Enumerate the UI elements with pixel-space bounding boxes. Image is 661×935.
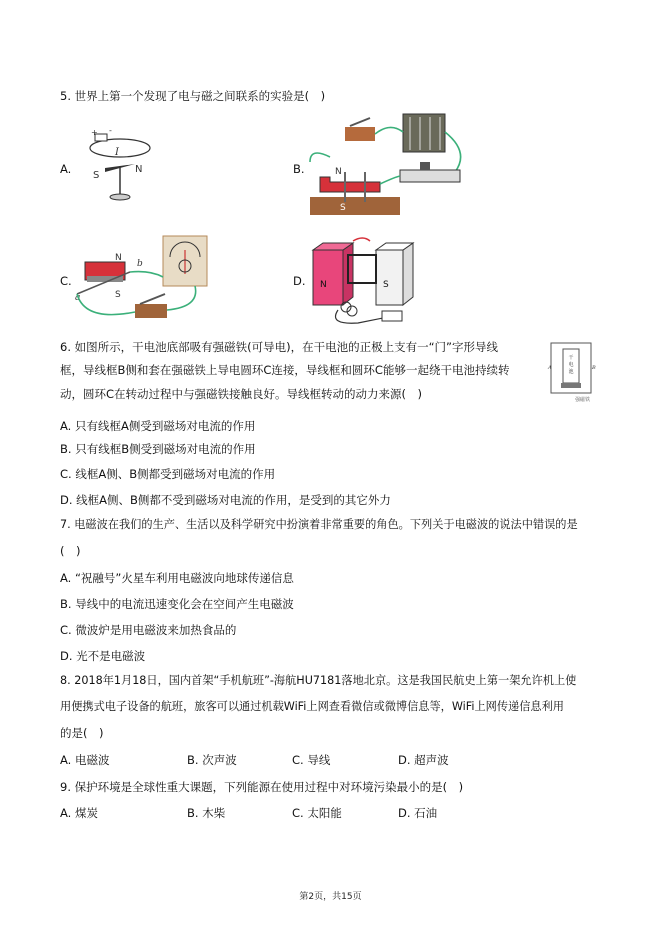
magnet-label: 强磁铁 (575, 397, 591, 403)
q5-option-c-label: C. (60, 274, 72, 288)
d-magnet-south (376, 250, 403, 305)
q9-options-row (60, 805, 620, 821)
rheostat (400, 170, 460, 182)
page-footer: 第2页，共15页 (299, 892, 362, 902)
q7-option-b: B. 导线中的电流迅速变化会在空间产生电磁波 (60, 597, 294, 611)
q8-option-c: C. 导线 (292, 753, 331, 767)
q6-option-a: A. 只有线框A侧受到磁场对电流的作用 (60, 419, 256, 433)
q8-option-a: A. 电磁波 (60, 753, 110, 767)
q5-option-b-label: B. (293, 162, 305, 176)
svg-text:干: 干 (568, 355, 574, 361)
c-switch-base (135, 304, 167, 318)
q6-stem-line-3: 动，圆环C在转动过程中与强磁铁接触良好。导线框转动的动力来源( ) (60, 387, 422, 401)
svg-text:池: 池 (568, 369, 574, 375)
q8-options-row (60, 752, 620, 768)
q6-stem-line-2: 框，导线框B侧和套在强磁铁上导电圆环C连接，导线框和圆环C能够一起绕干电池持续转 (60, 363, 510, 377)
q5-option-d-label: D. (293, 274, 306, 288)
q9-option-a: A. 煤炭 (60, 806, 98, 820)
q8-option-b: B. 次声波 (187, 753, 237, 767)
q7-stem-line-1: 7. 电磁波在我们的生产、生活以及科学研究中扮演着非常重要的角色。下列关于电磁波的说法中错误的是 (60, 518, 578, 531)
q8-stem-line-3: 的是( ) (60, 726, 104, 740)
q7-option-a: A. “祝融号”火星车利用电磁波向地球传递信息 (60, 571, 294, 585)
wire-loop (90, 139, 150, 157)
frame-b-label: B (592, 365, 596, 371)
battery-pack (403, 114, 445, 152)
north-label: N (135, 164, 143, 175)
switch-lever (350, 118, 370, 126)
q6-option-c: C. 线框A侧、B侧都受到磁场对电流的作用 (60, 467, 276, 481)
q7-stem-line-2: ( ) (60, 544, 81, 558)
svg-text:电: 电 (568, 362, 574, 368)
current-label: I (115, 147, 119, 158)
q6-option-b: B. 只有线框B侧受到磁场对电流的作用 (60, 442, 256, 456)
q9-option-c: C. 太阳能 (292, 806, 342, 820)
wooden-base (310, 197, 400, 215)
q8-stem-line-2: 用便携式电子设备的航班，旅客可以通过机载WiFi上网查看微信或微博信息等，WiFi上网传递信息利用 (60, 700, 564, 713)
galvanometer-figure (75, 232, 215, 327)
d-south-label: S (383, 280, 389, 290)
horseshoe-magnet (320, 177, 380, 192)
q8-stem-line-1: 8. 2018年1月18日，国内首架“手机航班”-海航HU7181落地北京。这是我国民航史上第一架允许机上使 (60, 674, 577, 687)
d-magnet-north (313, 250, 343, 305)
q9-stem: 9. 保护环境是全球性重大课题，下列能源在使用过程中对环境污染最小的是( ) (60, 780, 464, 794)
c-b-label: b (137, 259, 143, 269)
svg-text:+: + (91, 128, 98, 137)
b-north-label: N (335, 167, 342, 177)
strong-magnet (561, 383, 581, 388)
b-south-label: S (340, 203, 346, 213)
c-a-label: a (75, 293, 81, 303)
oersted-experiment-figure (85, 128, 155, 203)
q7-option-c: C. 微波炉是用电磁波来加热食品的 (60, 623, 237, 637)
generator-figure (308, 235, 418, 330)
q6-option-d: D. 线框A侧、B侧都不受到磁场对电流的作用，是受到的其它外力 (60, 493, 391, 507)
q8-option-d: D. 超声波 (398, 753, 449, 767)
svg-text:-: - (109, 128, 112, 135)
c-north-label: N (115, 253, 122, 263)
frame-a-label: A (548, 365, 552, 371)
c-south-label: S (115, 290, 121, 300)
south-label: S (93, 170, 100, 181)
q9-option-d: D. 石油 (398, 806, 438, 820)
electromagnetic-induction-figure (305, 112, 470, 222)
q5-option-a-label: A. (60, 162, 72, 176)
q6-stem-line-1: 6. 如图所示，干电池底部吸有强磁铁(可导电)，在干电池的正极上支有一“门”字形导线 (60, 340, 499, 354)
d-north-label: N (320, 280, 327, 290)
dry-cell-motor-figure (547, 337, 599, 405)
q9-option-b: B. 木柴 (187, 806, 226, 820)
q5-stem: 5. 世界上第一个发现了电与磁之间联系的实验是( ) (60, 89, 326, 103)
switch-base (345, 127, 375, 141)
q7-option-d: D. 光不是电磁波 (60, 649, 146, 663)
